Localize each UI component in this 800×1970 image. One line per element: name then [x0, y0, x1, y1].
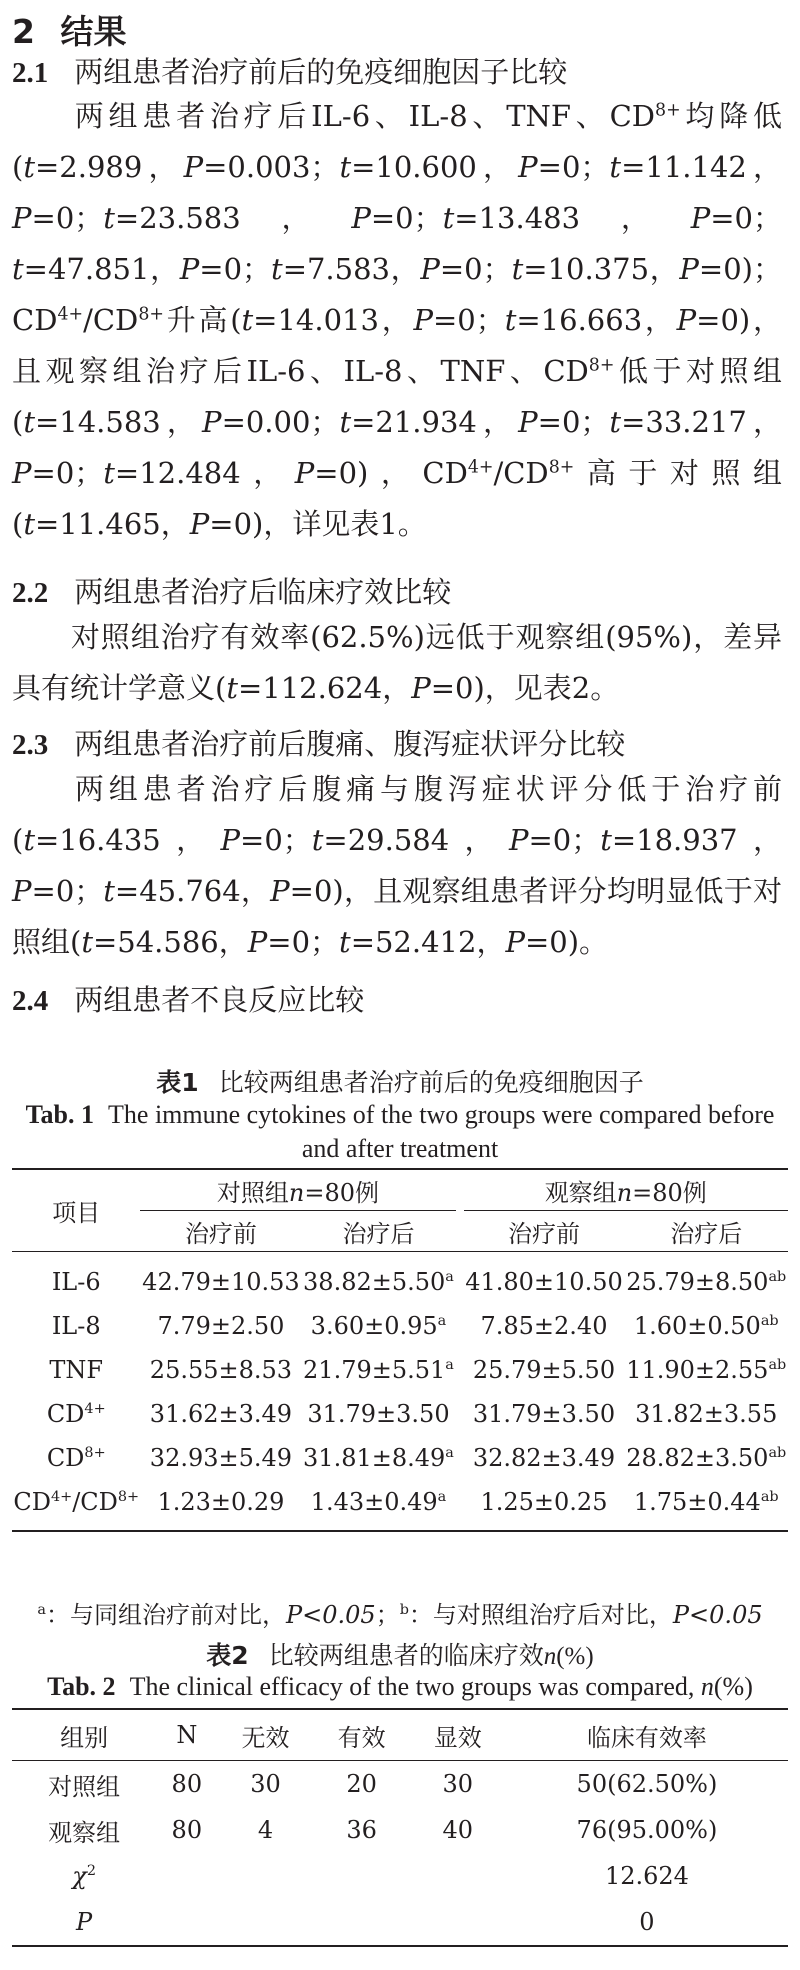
subsection-heading: 两组患者治疗前后腹痛、腹泻症状评分比较: [74, 727, 626, 761]
section-heading: 结果: [60, 12, 127, 51]
section-title: [12, 6, 126, 53]
table1-number-en: Tab. 1: [25, 1100, 95, 1129]
table2-header-n: N: [156, 1709, 217, 1761]
table1-footnote: $^a$：与同组治疗前对比，P<0.05；$^b$：与对照组治疗后对比，P<0.05: [37, 1601, 763, 1629]
table1-header-observe: 观察组n=80例: [464, 1169, 788, 1211]
table2-header-effective: 有效: [314, 1709, 410, 1761]
subsection-number: 2.4: [12, 985, 49, 1017]
subsection-2-2-title: [12, 570, 451, 611]
subsection-number: 2.2: [12, 577, 49, 609]
table1-header-observe-after: 治疗后: [624, 1211, 788, 1252]
paragraph-2-1: 两组患者治疗后IL-6、IL-8、TNF、$CD^{8+}$均降低(t=2.989，P=0.003；t=10.600，P=0；t=11.142，P=0；t=23.583，P=0；t=13.483，P=0；t=47.851，P=0；t=7.583，P=0；t=10.375，P=0)；$CD^{4+}/CD^{8+}$升高(t=14.013，P=0；t=16.663，P=0)，且观察组治疗后IL-6、IL-8、TNF、$CD^{8+}$低于对照组(t=14.583，P=0.00；t=21.934，P=0；t=33.217，P=0；t=12.484，P=0)，$CD^{4+}/CD^{8+}$高于对照组(t=11.465，P=0)，详见表1。: [12, 99, 782, 541]
table1-header-observe-before: 治疗前: [464, 1211, 625, 1252]
table2-header-none: 无效: [217, 1709, 313, 1761]
table-row: $CD^{8+}$ 32.93±5.49 31.81±8.49$^a$ 32.82±3.49 28.82±3.50$^{ab}$: [46, 1444, 787, 1472]
table1: [12, 1168, 788, 1532]
table1-header-item: 项目: [12, 1169, 140, 1252]
subsection-2-3-title: [12, 722, 625, 763]
subsection-number: 2.3: [12, 729, 49, 761]
table-row: 对照组 80 30 20 30 50(62.50%): [48, 1770, 718, 1801]
table1-caption-en: [0, 1098, 800, 1166]
table1-header-control-after: 治疗后: [301, 1211, 455, 1252]
table1-title-cn: 比较两组患者治疗前后的免疫细胞因子: [218, 1068, 644, 1097]
table-row-chi-square: $\chi^2$ 12.624: [72, 1862, 689, 1890]
paragraph-2-3: 两组患者治疗后腹痛与腹泻症状评分低于治疗前(t=16.435，P=0；t=29.584，P=0；t=18.937，P=0；t=45.764，P=0)，且观察组患者评分均明显低于对照组(t=54.586，P=0；t=52.412，P=0)。: [12, 772, 782, 959]
table2-title-en: The clinical efficacy of the two groups was compared,: [129, 1672, 701, 1701]
table2-caption-cn: 表2 比较两组患者的临床疗效n(%): [206, 1641, 594, 1670]
table2-number-cn: 表2: [206, 1641, 249, 1670]
table-row: 观察组 80 4 36 40 76(95.00%): [48, 1816, 718, 1847]
table-row: $CD^{4+}/CD^{8+}$ 1.23±0.29 1.43±0.49$^a$ 1.25±0.25 1.75±0.44$^{ab}$: [12, 1480, 788, 1531]
table-row-p-value: P 0: [12, 1899, 788, 1946]
subsection-heading: 两组患者治疗前后的免疫细胞因子比较: [74, 55, 568, 89]
table-row: $CD^{4+}$ 31.62±3.49 31.79±3.50 31.79±3.50 31.82±3.55: [46, 1400, 778, 1428]
table1-number-cn: 表1: [156, 1068, 199, 1097]
section-number: 2: [12, 12, 35, 51]
table2-caption-en: Tab. 2 The clinical efficacy of the two groups was compared, n(%): [47, 1672, 753, 1701]
table1-header-control-before: 治疗前: [140, 1211, 301, 1252]
table2-title-cn: 比较两组患者的临床疗效: [268, 1641, 544, 1670]
table2-header-rate: 临床有效率: [506, 1709, 788, 1761]
table-row: IL-8 7.79±2.50 3.60±0.95$^a$ 7.85±2.40 1.60±0.50$^{ab}$: [51, 1312, 779, 1340]
paragraph-2-2: 对照组治疗有效率(62.5%)远低于观察组(95%)，差异具有统计学意义(t=112.624，P=0)，见表2。: [12, 620, 782, 705]
subsection-heading: 两组患者不良反应比较: [74, 983, 365, 1017]
subsection-2-4-title: [12, 978, 364, 1019]
table2-header-significant: 显效: [410, 1709, 506, 1761]
table-row: IL-6 42.79±10.53 38.82±5.50$^a$ 41.80±10.50 25.79±8.50$^{ab}$: [51, 1268, 787, 1296]
subsection-2-1-title: [12, 50, 567, 91]
table2-header-group: 组别: [12, 1709, 156, 1761]
subsection-heading: 两组患者治疗后临床疗效比较: [74, 575, 452, 609]
table2: [12, 1708, 788, 1947]
table-row: TNF 25.55±8.53 21.79±5.51$^a$ 25.79±5.50 11.90±2.55$^{ab}$: [49, 1356, 787, 1384]
table2-number-en: Tab. 2: [47, 1672, 116, 1701]
table1-title-en: The immune cytokines of the two groups were compared before and after treatment: [108, 1100, 775, 1163]
table1-header-control: 对照组n=80例: [140, 1169, 455, 1211]
subsection-number: 2.1: [12, 57, 49, 89]
table1-caption-cn: [0, 1063, 800, 1099]
